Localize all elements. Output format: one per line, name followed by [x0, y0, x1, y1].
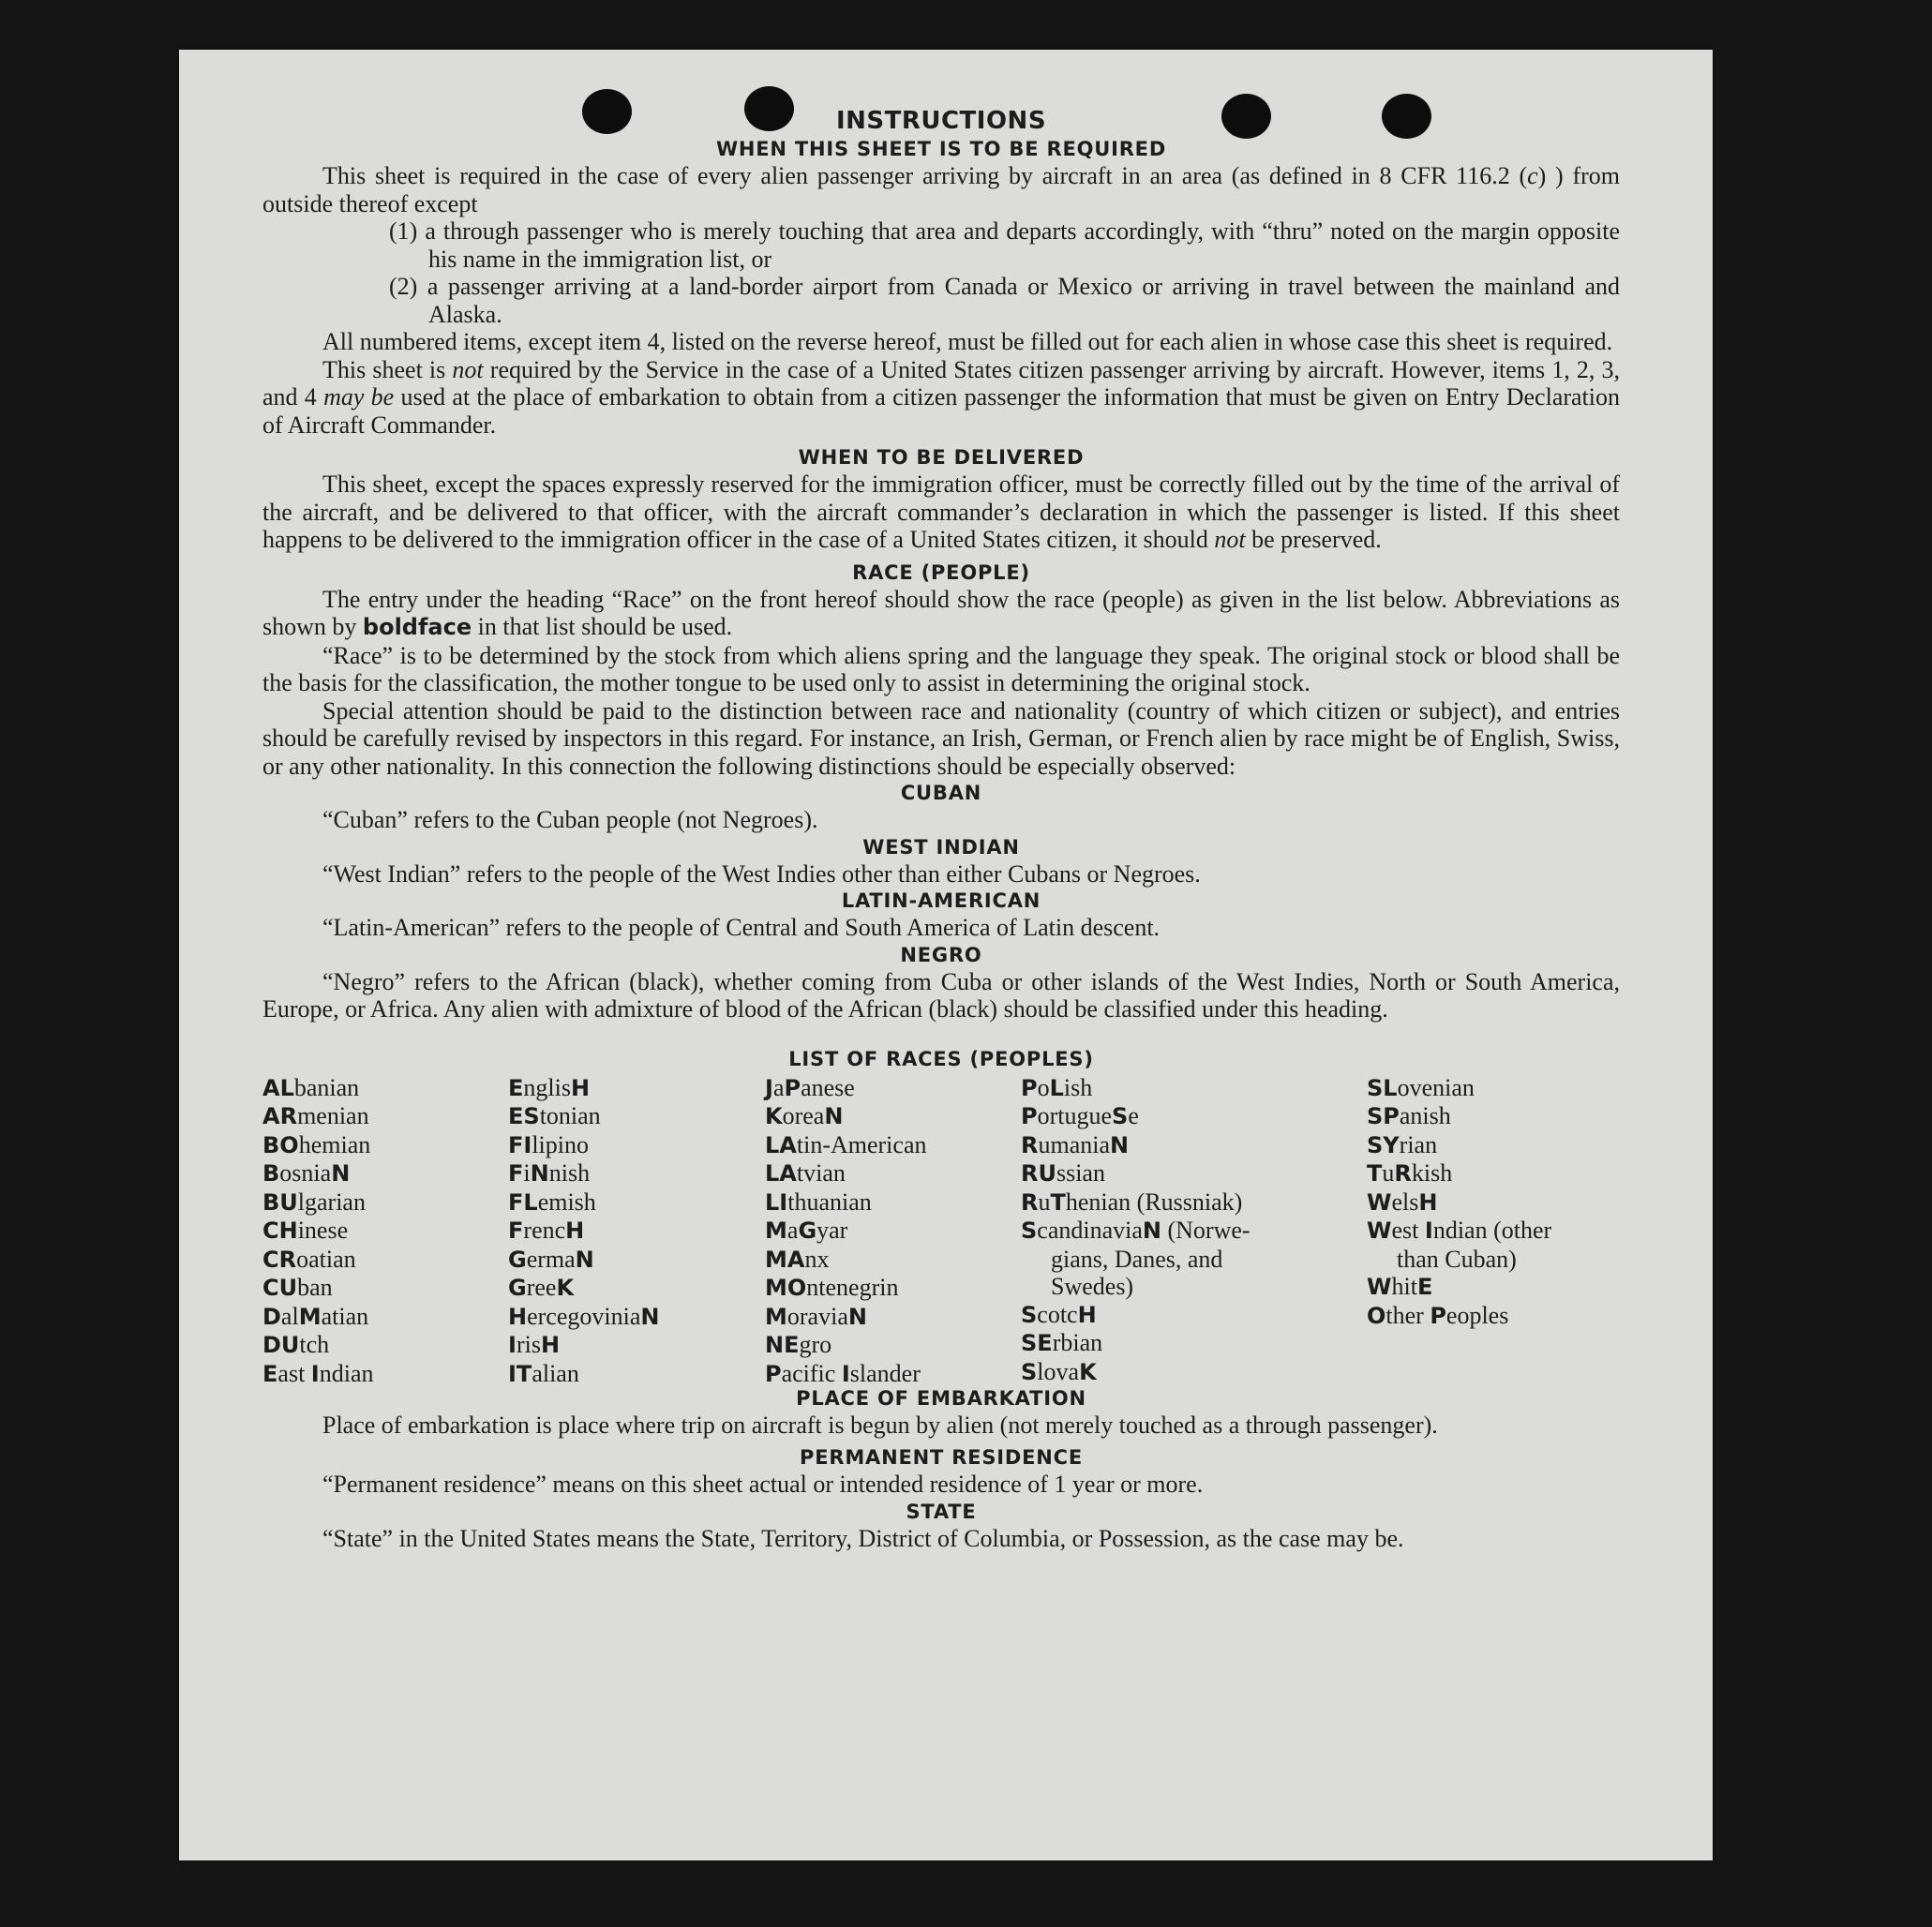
race-name-part: ree [526, 1274, 557, 1301]
race-name-part: o [1037, 1073, 1050, 1101]
race-name-part: est [1391, 1217, 1425, 1244]
race-name-part: ercegovinia [527, 1302, 641, 1330]
race-entry [765, 1331, 926, 1360]
race-name-part: tonian [539, 1102, 601, 1129]
race-abbreviation: H [1418, 1188, 1438, 1216]
race-entry [1021, 1358, 1311, 1387]
race-abbreviation: H [540, 1332, 561, 1358]
race-list [262, 1074, 1620, 1385]
heading-west-indian: WEST INDIAN [862, 835, 1020, 859]
race-abbreviation: LA [765, 1160, 797, 1187]
race-entry [765, 1131, 926, 1160]
race-entry [262, 1131, 374, 1160]
race-abbreviation: F [508, 1160, 524, 1187]
race-abbreviation: K [556, 1275, 575, 1301]
race-abbreviation: B [262, 1160, 280, 1187]
race-name-part: ther [1385, 1301, 1430, 1329]
race-abbreviation: P [765, 1360, 782, 1387]
race-abbreviation: R [1021, 1188, 1039, 1216]
race-entry [508, 1246, 659, 1275]
race-column-2 [508, 1074, 659, 1389]
latin-american-text: “Latin-American” refers to the people of Central and South America of Latin descent. [322, 914, 1161, 941]
race-entry [508, 1102, 659, 1131]
race-abbreviation: G [508, 1246, 527, 1273]
race-entry [1367, 1159, 1551, 1188]
race-entry [1021, 1246, 1311, 1274]
race-name-part: thuanian [787, 1188, 872, 1216]
heading-cuban: CUBAN [900, 782, 982, 804]
race-name-part: al [280, 1302, 299, 1330]
race-name-part: tin-American [796, 1130, 927, 1158]
race-name-part: osnia [279, 1159, 332, 1187]
race-name-part: ast [277, 1359, 311, 1387]
race-entry [765, 1246, 926, 1275]
cuban-text: “Cuban” refers to the Cuban people (not Negroes). [322, 806, 818, 833]
race-entry [765, 1217, 926, 1246]
race-abbreviation: E [262, 1360, 278, 1387]
heading-place-of-embarkation: PLACE OF EMBARKATION [796, 1386, 1086, 1410]
race-entry [508, 1217, 659, 1246]
race-entry [1021, 1131, 1311, 1160]
race-name-part: nglis [523, 1073, 571, 1101]
race-abbreviation: AR [262, 1103, 298, 1129]
race-abbreviation: MO [765, 1275, 807, 1301]
race-column-3 [765, 1074, 926, 1389]
race-name-part: inese [297, 1217, 349, 1244]
race-name-part: oatian [296, 1245, 356, 1273]
document-sheet [179, 50, 1713, 1860]
race-entry [765, 1188, 926, 1217]
race-name-part: rian [1399, 1130, 1438, 1158]
race-name-part: i [523, 1159, 531, 1187]
race-entry [508, 1360, 659, 1389]
race-entry [508, 1131, 659, 1160]
race-name-part: slander [849, 1359, 921, 1387]
race-entry [262, 1159, 374, 1188]
race-abbreviation: H [570, 1074, 591, 1101]
race-abbreviation: T [1367, 1160, 1383, 1187]
heading-latin-american: LATIN-AMERICAN [841, 889, 1041, 912]
race-name-part: ortugue [1037, 1102, 1113, 1129]
heading-list-of-races: LIST OF RACES (PEOPLES) [788, 1047, 1094, 1070]
race-name-part: a [772, 1073, 785, 1101]
race-entry [262, 1360, 374, 1389]
page-title: INSTRUCTIONS [835, 107, 1047, 135]
race-abbreviation: SE [1021, 1330, 1053, 1356]
race-entry [765, 1360, 926, 1389]
race-entry [1021, 1217, 1311, 1246]
race-abbreviation: L [1049, 1074, 1064, 1101]
race-abbreviation: N [575, 1246, 594, 1273]
heading-state: STATE [906, 1500, 977, 1523]
race-abbreviation: SL [1367, 1074, 1398, 1101]
race-abbreviation: M [298, 1303, 322, 1330]
race-name-part: eoples [1445, 1301, 1509, 1329]
race-name-part: Swedes) [1051, 1273, 1134, 1300]
race-name-part: tvian [796, 1159, 846, 1187]
race-abbreviation: N [824, 1103, 844, 1129]
race-abbreviation: P [1021, 1103, 1038, 1129]
race-name-part: cotc [1037, 1300, 1078, 1328]
race-name-part: lgarian [297, 1188, 366, 1216]
race-abbreviation: N [640, 1303, 660, 1330]
race-name-part: orea [782, 1102, 825, 1129]
race-entry [765, 1274, 926, 1303]
race-name-part: els [1391, 1188, 1419, 1216]
race-name-part: nish [548, 1159, 591, 1187]
race-entry [1021, 1301, 1311, 1330]
heading-when-delivered: WHEN TO BE DELIVERED [798, 446, 1085, 469]
required-exception-1: (1) a through passenger who is merely touching that area and departs accordingly, with “thru” noted on the margin opposite his name in the immigration list, or [389, 217, 1620, 273]
race-abbreviation: D [262, 1303, 281, 1330]
heading-race: RACE (PEOPLE) [852, 560, 1030, 584]
race-entry [508, 1188, 659, 1217]
race-name-part: u [1382, 1159, 1395, 1187]
race-abbreviation: S [1021, 1217, 1038, 1244]
race-column-1 [262, 1074, 374, 1389]
race-abbreviation: RU [1021, 1160, 1056, 1187]
race-abbreviation: R [1021, 1131, 1039, 1158]
race-name-part: henian (Russniak) [1065, 1188, 1243, 1216]
heading-when-required: WHEN THIS SHEET IS TO BE REQUIRED [715, 138, 1167, 160]
race-abbreviation: ES [508, 1103, 540, 1129]
race-name-part: lipino [532, 1130, 589, 1158]
race-abbreviation: N [530, 1160, 549, 1187]
race-abbreviation: I [310, 1360, 320, 1387]
race-abbreviation: FL [508, 1188, 538, 1216]
race-name-part: ndian (other [1432, 1217, 1552, 1244]
race-abbreviation: S [1112, 1103, 1129, 1129]
race-name-part: umania [1038, 1130, 1111, 1158]
race-abbreviation: M [765, 1217, 787, 1244]
race-abbreviation: H [508, 1303, 528, 1330]
race-abbreviation: K [765, 1103, 783, 1129]
residence-text: “Permanent residence” means on this sheet actual or intended residence of 1 year or more. [322, 1471, 1204, 1498]
race-abbreviation: K [1079, 1358, 1097, 1385]
race-entry [508, 1159, 659, 1188]
race-name-part: kish [1411, 1159, 1453, 1187]
race-name-part: than Cuban) [1397, 1245, 1517, 1273]
heading-permanent-residence: PERMANENT RESIDENCE [800, 1446, 1083, 1469]
race-abbreviation: E [1416, 1274, 1433, 1300]
race-name-part: banian [293, 1073, 360, 1101]
race-paragraph-2: “Race” is to be determined by the stock from which aliens spring and the language they speak. The original stock or blood shall be the basis for the classification, the mother tongue to be used only to assist in determining the original stock. [262, 641, 1620, 696]
required-paragraph: This sheet is required in the case of every alien passenger arriving by aircraft in an area (as defined in 8 CFR 116.2 (c) ) from outside thereof except [262, 162, 1621, 217]
race-entry [508, 1274, 659, 1303]
embarkation-text: Place of embarkation is place where trip on aircraft is begun by alien (not merely touched as a through passenger). [322, 1411, 1438, 1439]
citizen-paragraph: This sheet is not required by the Service in the case of a United States citizen passenger arriving by aircraft. However, items 1, 2, 3, and 4 may be used at the place of embarkation to obtain from a citizen passenger the information that must be given on Entry Declaration of Aircraft Commander. [262, 355, 1620, 439]
race-abbreviation: CH [262, 1217, 298, 1244]
race-name-part: ish [1063, 1073, 1093, 1101]
race-entry [765, 1303, 926, 1332]
race-abbreviation: P [784, 1074, 801, 1101]
race-abbreviation: E [508, 1074, 524, 1101]
race-entry [1367, 1273, 1551, 1302]
race-abbreviation: T [1050, 1188, 1066, 1216]
race-name-part: ovenian [1397, 1073, 1475, 1101]
race-name-part: rbian [1052, 1329, 1103, 1356]
race-name-part: renc [523, 1217, 566, 1244]
race-abbreviation: S [1021, 1301, 1038, 1328]
race-abbreviation: LA [765, 1131, 797, 1158]
race-abbreviation: S [1021, 1358, 1038, 1385]
race-name-part: u [1038, 1188, 1051, 1216]
race-abbreviation: W [1367, 1217, 1392, 1244]
required-exception-2: (2) a passenger arriving at a land-border airport from Canada or Mexico or arriving in travel between the mainland and Alaska. [389, 273, 1620, 328]
race-entry [765, 1074, 926, 1103]
race-name-part: menian [297, 1102, 369, 1129]
race-name-part: tch [299, 1331, 330, 1358]
race-name-part: hemian [298, 1130, 371, 1158]
race-entry [508, 1331, 659, 1360]
race-entry [765, 1159, 926, 1188]
race-entry [1021, 1273, 1311, 1301]
race-name-part: alian [532, 1359, 579, 1387]
heading-negro: NEGRO [900, 943, 982, 966]
race-abbreviation: CU [262, 1275, 298, 1301]
race-abbreviation: H [565, 1217, 585, 1244]
race-name-part: ris [516, 1331, 541, 1358]
race-paragraph-1: The entry under the heading “Race” on the front hereof should show the race (people) as given in the list below. Abbreviations as shown by boldface in that list should be used. [262, 585, 1620, 640]
race-abbreviation: MA [765, 1246, 805, 1273]
race-entry [1021, 1159, 1311, 1188]
race-entry [508, 1303, 659, 1332]
race-abbreviation: P [1430, 1302, 1446, 1329]
race-name-part: lova [1037, 1357, 1080, 1385]
race-name-part: gians, Danes, and [1051, 1245, 1223, 1273]
race-name-part: ndian [319, 1359, 374, 1387]
race-name-part: candinavia [1037, 1217, 1143, 1244]
race-name-part: a [786, 1217, 799, 1244]
race-entry [1021, 1329, 1311, 1358]
race-name-part: (Norwe- [1161, 1217, 1251, 1244]
state-text: “State” in the United States means the State, Territory, District of Columbia, or Possession, as the case may be. [322, 1524, 1404, 1552]
race-entry [262, 1217, 374, 1246]
race-abbreviation: IT [508, 1360, 532, 1387]
race-name-part: gro [799, 1331, 832, 1358]
race-entry [1367, 1102, 1551, 1131]
race-abbreviation: I [1424, 1217, 1433, 1244]
race-abbreviation: R [1394, 1160, 1412, 1187]
race-abbreviation: SP [1367, 1103, 1400, 1129]
race-abbreviation: DU [262, 1332, 300, 1358]
race-abbreviation: O [1367, 1302, 1386, 1329]
race-entry [1367, 1217, 1551, 1246]
race-entry [262, 1274, 374, 1303]
race-abbreviation: J [765, 1074, 773, 1101]
delivered-paragraph: This sheet, except the spaces expressly reserved for the immigration officer, must be correctly filled out by the time of the arrival of the aircraft, and be delivered to that officer, with the aircraft commander’s declaration in which the passenger is listed. If this sheet happens to be delivered to the immigration officer in the case of a United States citizen, it should not be preserved. [262, 471, 1620, 553]
race-name-part: acific [781, 1359, 842, 1387]
race-entry [262, 1331, 374, 1360]
instructions-body [262, 106, 1620, 1552]
race-abbreviation: LI [765, 1188, 788, 1216]
race-entry [262, 1303, 374, 1332]
numbered-items-paragraph: All numbered items, except item 4, listed on the reverse hereof, must be filled out for each alien in whose case this sheet is required. [322, 328, 1613, 355]
race-entry [1021, 1074, 1311, 1103]
race-name-part: hit [1391, 1273, 1417, 1300]
race-abbreviation: G [508, 1275, 527, 1301]
race-entry [1021, 1102, 1311, 1131]
race-abbreviation: N [847, 1303, 867, 1330]
race-name-part: emish [537, 1188, 596, 1216]
race-abbreviation: BO [262, 1131, 299, 1158]
race-entry [1367, 1188, 1551, 1217]
race-abbreviation: G [798, 1217, 817, 1244]
race-entry [765, 1102, 926, 1131]
race-abbreviation: N [1142, 1217, 1161, 1244]
race-entry [1367, 1131, 1551, 1160]
race-entry [262, 1102, 374, 1131]
race-name-part: ssian [1056, 1159, 1105, 1187]
race-entry [262, 1246, 374, 1275]
race-abbreviation: SY [1367, 1131, 1400, 1158]
race-abbreviation: CR [262, 1246, 297, 1273]
race-abbreviation: NE [765, 1332, 800, 1358]
race-abbreviation: BU [262, 1188, 298, 1216]
race-name-part: e [1128, 1102, 1139, 1129]
race-entry [508, 1074, 659, 1103]
race-column-5 [1367, 1074, 1551, 1331]
race-abbreviation: W [1367, 1274, 1392, 1300]
race-abbreviation: M [765, 1303, 787, 1330]
race-entry [1021, 1188, 1311, 1217]
race-entry [1367, 1246, 1551, 1274]
race-paragraph-3: Special attention should be paid to the distinction between race and nationality (country of which citizen or subject), and entries should be carefully revised by inspectors in this regard. For instance, an Irish, German, or French alien by race might be of English, Swiss, or any other nationality. In this connection the following distinctions should be especially observed: [262, 696, 1620, 780]
race-column-4 [1021, 1074, 1311, 1387]
race-name-part: yar [816, 1217, 848, 1244]
race-name-part: erma [526, 1245, 576, 1273]
race-entry [262, 1074, 374, 1103]
race-entry [1367, 1074, 1551, 1103]
race-name-part: ban [297, 1274, 333, 1301]
race-abbreviation: AL [262, 1074, 294, 1101]
race-name-part: anese [801, 1073, 855, 1101]
race-name-part: atian [321, 1302, 369, 1330]
race-entry [262, 1188, 374, 1217]
race-name-part: ntenegrin [806, 1274, 899, 1301]
race-abbreviation: H [1077, 1301, 1097, 1328]
race-abbreviation: N [331, 1160, 351, 1187]
race-name-part: oravia [786, 1302, 848, 1330]
race-abbreviation: I [841, 1360, 850, 1387]
race-abbreviation: I [508, 1332, 517, 1358]
race-abbreviation: P [1021, 1074, 1038, 1101]
race-abbreviation: W [1367, 1188, 1392, 1216]
race-name-part: anish [1399, 1102, 1451, 1129]
race-name-part: nx [804, 1245, 830, 1273]
race-abbreviation: F [508, 1217, 524, 1244]
race-abbreviation: FI [508, 1131, 532, 1158]
race-abbreviation: N [1110, 1131, 1130, 1158]
race-entry [1367, 1302, 1551, 1331]
negro-text: “Negro” refers to the African (black), whether coming from Cuba or other islands of the West Indies, North or South America, Europe, or Africa. Any alien with admixture of blood of the African (black) should be classified under this heading. [262, 967, 1620, 1023]
west-indian-text: “West Indian” refers to the people of the West Indies other than either Cubans or Negroes. [322, 859, 1201, 888]
